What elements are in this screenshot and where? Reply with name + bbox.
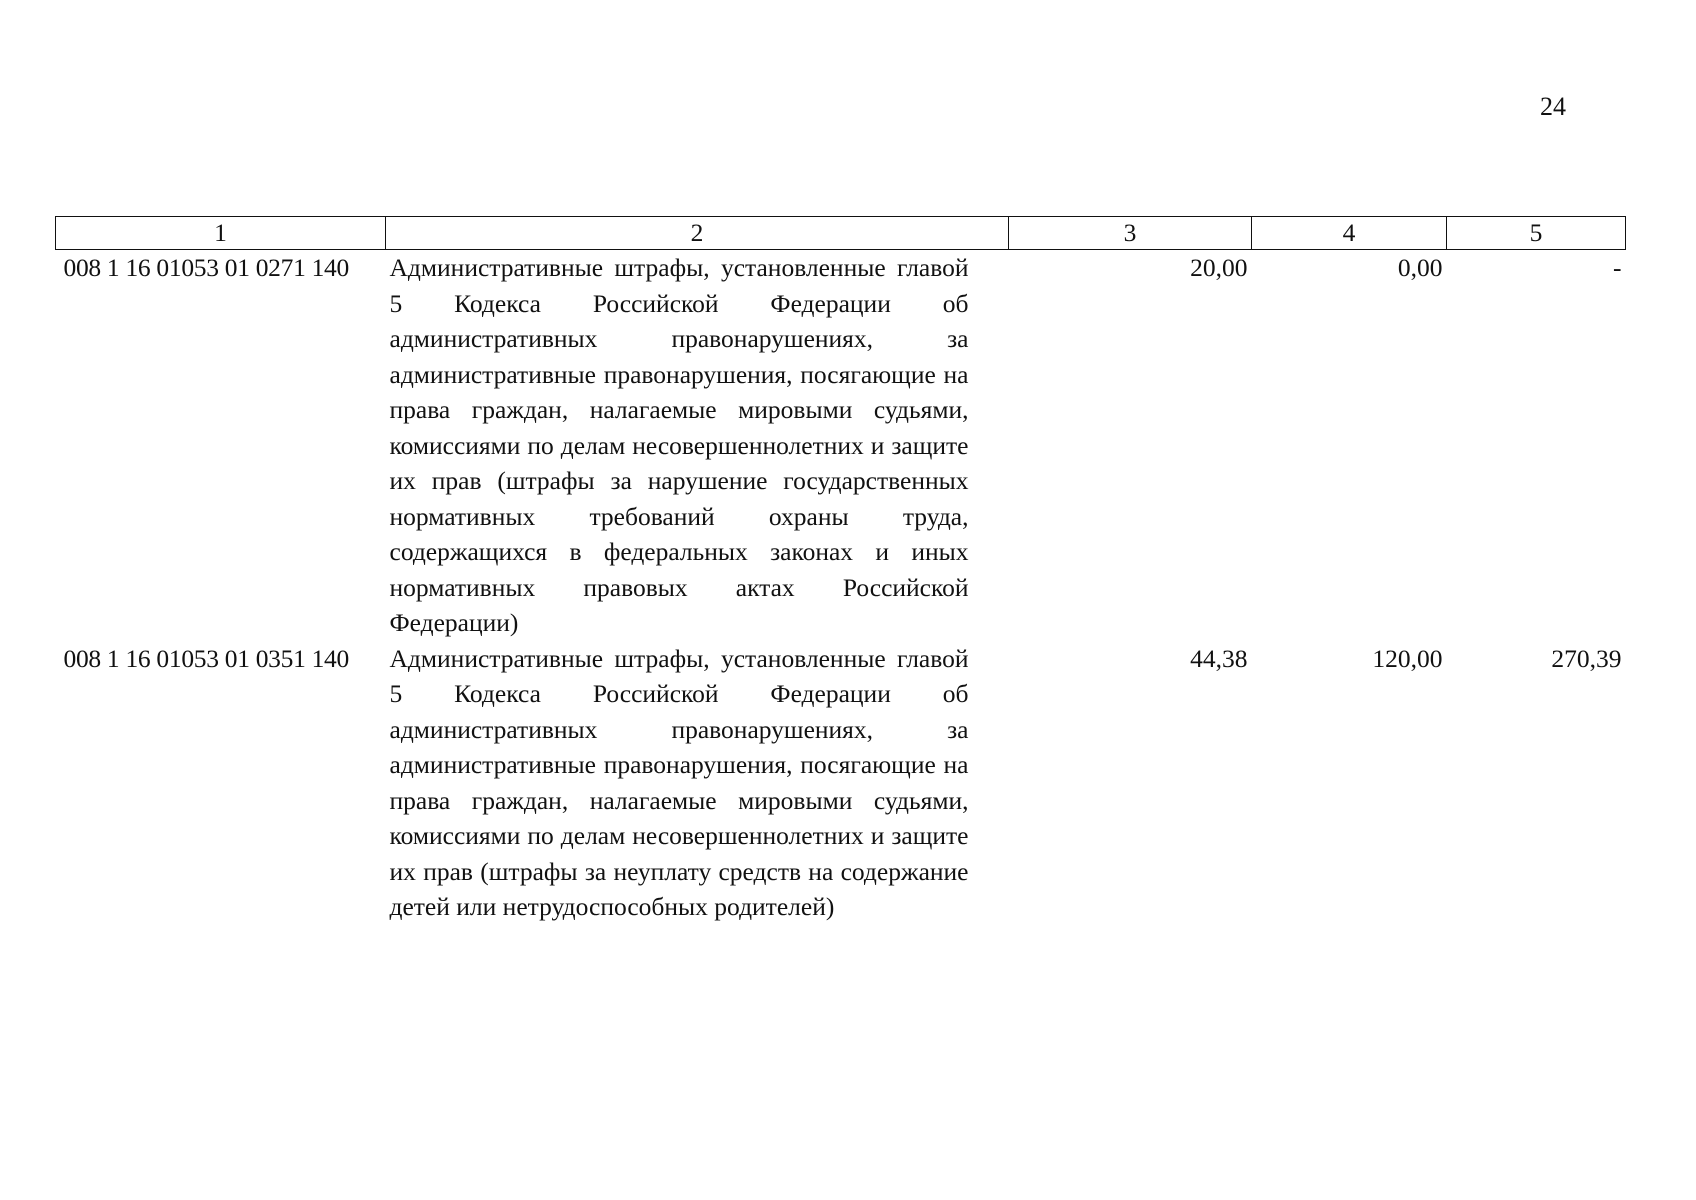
table-body [56, 250, 1626, 925]
value-col-5: 270,39 [1551, 643, 1622, 673]
value-col-4: 120,00 [1372, 643, 1443, 673]
value-col-3: 20,00 [1190, 253, 1248, 282]
budget-code: 008 1 16 01053 01 0351 140 [63, 643, 349, 673]
table-row [56, 641, 1626, 925]
table-header [56, 217, 1626, 250]
budget-table [55, 216, 1626, 925]
table-row [56, 250, 1626, 641]
header-row [56, 217, 1626, 250]
income-description: Административные штрафы, установленные главой 5 Кодекса Российской Федерации об административных правонарушениях, за административные правонарушения, посягающие на права граждан, налагаемые мировыми судьями, комиссиями по делам несовершеннолетних и защите их прав (штрафы за неуплату средств на содержание детей или нетрудоспособных родителей) [389, 643, 969, 921]
header-col-3: 3 [1009, 217, 1252, 250]
value-col-4: 0,00 [1397, 253, 1443, 282]
header-col-1: 1 [56, 217, 386, 250]
value-col-3: 44,38 [1190, 643, 1248, 673]
header-col-4: 4 [1252, 217, 1447, 250]
header-col-5: 5 [1447, 217, 1626, 250]
income-description: Административные штрафы, установленные главой 5 Кодекса Российской Федерации об административных правонарушениях, за административные правонарушения, посягающие на права граждан, налагаемые мировыми судьями, комиссиями по делам несовершеннолетних и защите их прав (штрафы за нарушение государственных нормативных требований охраны труда, содержащихся в федеральных законах и иных нормативных правовых актах Российской Федерации) [389, 253, 969, 637]
value-col-5: - [1613, 253, 1622, 282]
header-col-2: 2 [386, 217, 1009, 250]
budget-code: 008 1 16 01053 01 0271 140 [63, 253, 349, 282]
page-number: 24 [1540, 92, 1566, 121]
